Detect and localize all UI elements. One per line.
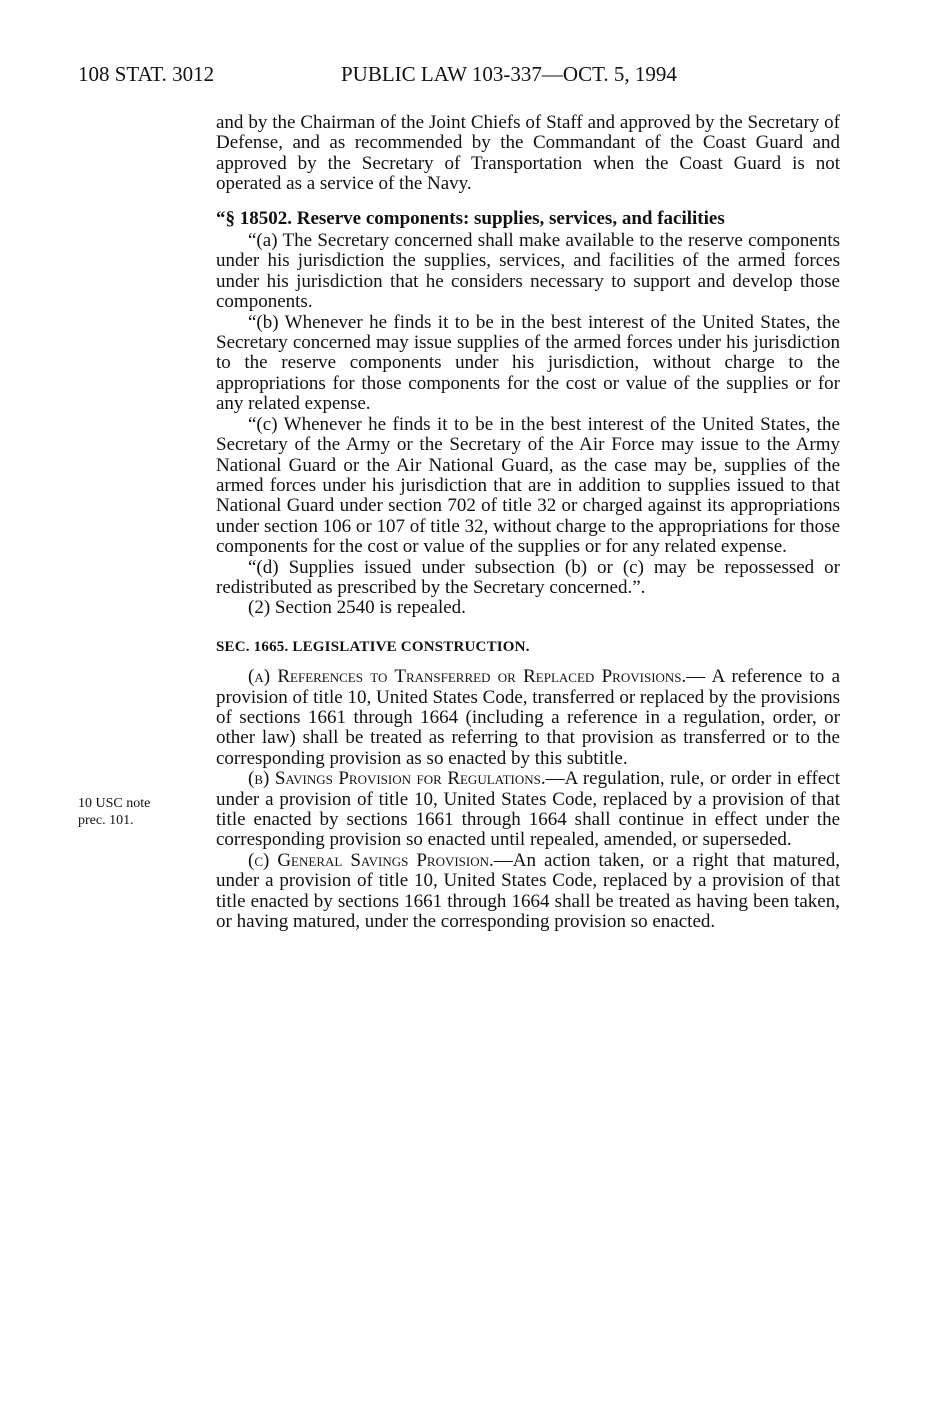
page-header: [0, 62, 940, 92]
subsection-d: “(d) Supplies issued under subsection (b) or (c) may be repossessed or redistributed as prescribed by the Secretary concerned.”.: [216, 556, 840, 598]
public-law-citation: PUBLIC LAW 103-337—OCT. 5, 1994: [341, 62, 677, 86]
subsection-c: “(c) Whenever he finds it to be in the best interest of the United States, the Secretary of the Army or the Secretary of the Air Force may issue to the Army National Guard or the Air National Guard, as the case may be, supplies of the armed forces under his jurisdiction that are in addition to supplies issued to that National Guard under section 702 of title 32 or charged against its appropriations under section 106 or 107 of title 32, without charge to the appropriations for those components for the cost or value of the supplies or for any related expense.: [216, 413, 840, 558]
paragraph-a-label: (a) References to Transferred or Replaced Provisions.—: [248, 666, 706, 688]
paragraph-2: (2) Section 2540 is repealed.: [248, 597, 466, 619]
paragraph-b-label: (b) Savings Provision for Regulations.—: [248, 768, 565, 790]
margin-note: [78, 795, 198, 829]
statute-citation: 108 STAT. 3012: [78, 62, 215, 86]
intro-paragraph: and by the Chairman of the Joint Chiefs of Staff and approved by the Secretary of Defense, and as recommended by the Commandant of the Coast Guard and approved by the Secretary of Transportation when the Coast Guard is not operated as a service of the Navy.: [216, 112, 840, 195]
sec-1665-heading: SEC. 1665. LEGISLATIVE CONSTRUCTION.: [216, 638, 530, 655]
paragraph-c: [216, 851, 840, 933]
paragraph-b: [216, 769, 840, 851]
margin-note-line-2: prec. 101.: [78, 813, 134, 828]
paragraph-a-text: A reference to a provision of title 10, United States Code, transferred or replaced by the provisions of sections 1661 through 1664 (including a reference in a regulation, order, or other law) shall be treated as referring to that provision as transferred or to the corresponding provision as so enacted by this subtitle.: [216, 666, 840, 769]
section-18502-heading: “§ 18502. Reserve components: supplies, services, and facilities: [216, 207, 725, 229]
paragraph-b-text: A regulation, rule, or order in effect under a provision of title 10, United States Code, replaced by a provision of that title enacted by sections 1661 through 1664 shall continue in effect under the corresponding provision so enacted until repealed, amended, or superseded.: [216, 768, 841, 851]
margin-note-line-1: 10 USC note: [78, 796, 151, 811]
paragraph-c-text: An action taken, or a right that matured, under a provision of title 10, United States Code, replaced by a provision of that title enacted by sections 1661 through 1664 shall be treated as having been taken, or having matured, under the corresponding provision so enacted.: [216, 849, 841, 933]
body-text: [216, 113, 840, 932]
subsection-b: “(b) Whenever he finds it to be in the best interest of the United States, the Secretary concerned may issue supplies of the armed forces under his jurisdiction to the reserve components under his jurisdiction, without charge to the appropriations for those components for the cost or value of the supplies or for any related expense.: [216, 311, 840, 415]
paragraph-a: [216, 667, 840, 769]
subsection-a: “(a) The Secretary concerned shall make available to the reserve components under his jurisdiction the supplies, services, and facilities of the armed forces under his jurisdiction that he considers necessary to support and develop those components.: [216, 230, 840, 313]
paragraph-c-label: (c) General Savings Provision.—: [248, 849, 513, 871]
